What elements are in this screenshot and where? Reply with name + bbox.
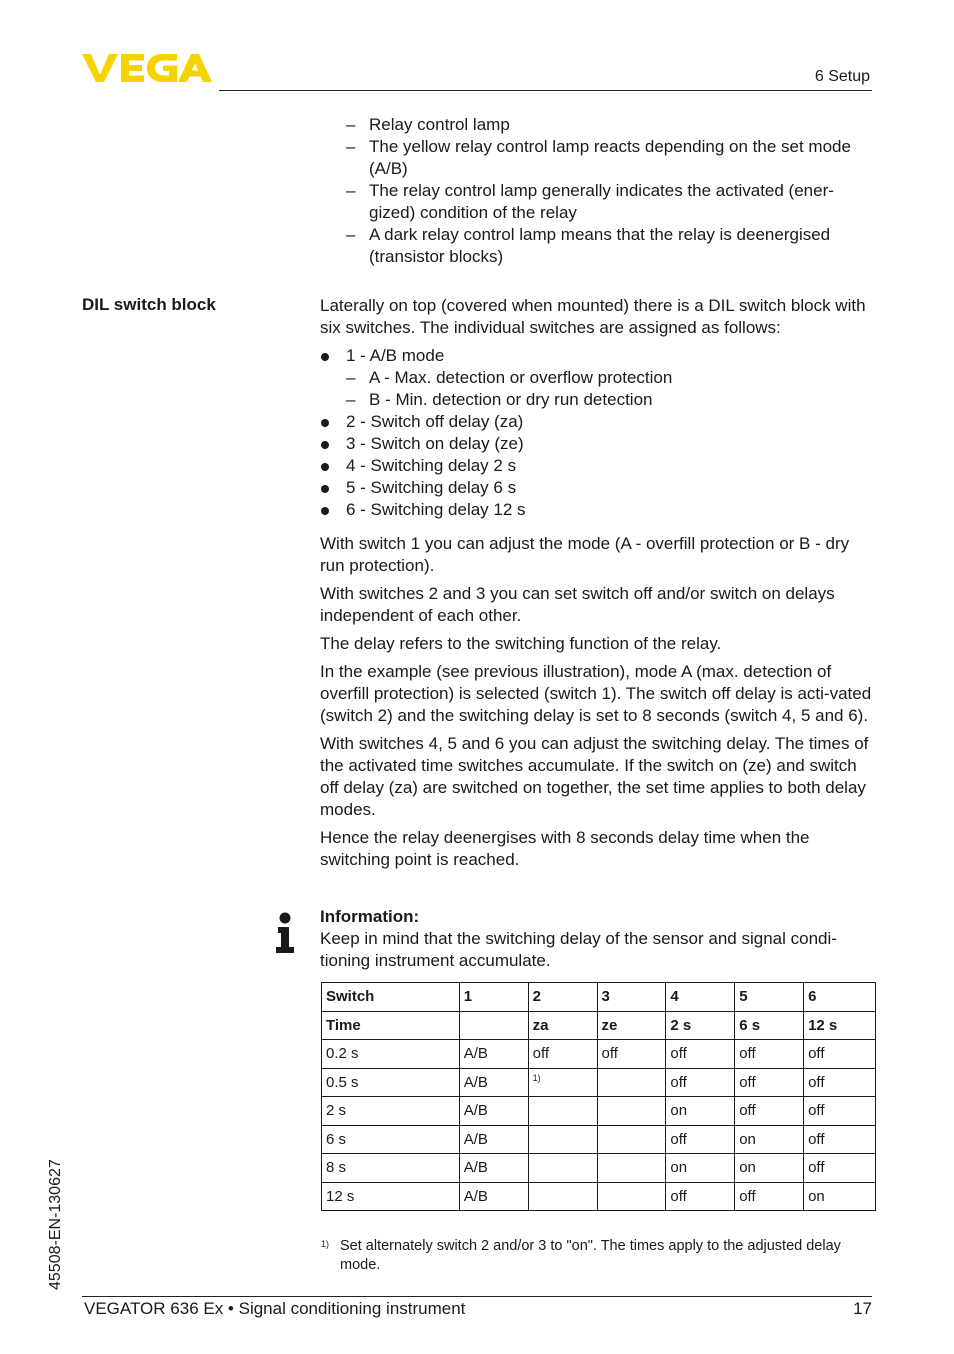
table-row bbox=[322, 1097, 876, 1126]
table-cell bbox=[528, 1068, 597, 1097]
table-cell: off bbox=[735, 1040, 804, 1069]
table-cell: off bbox=[735, 1097, 804, 1126]
table-cell: 0.2 s bbox=[322, 1040, 460, 1069]
table-cell: on bbox=[666, 1097, 735, 1126]
list-item: 5 - Switching delay 6 s bbox=[320, 477, 876, 499]
table-row bbox=[322, 1182, 876, 1211]
dil-intro: Laterally on top (covered when mounted) there is a DIL switch block with six switches. The individual switches are assigned as follows: bbox=[320, 296, 866, 337]
dil-switch-section bbox=[320, 295, 876, 521]
table-cell: 6 s bbox=[735, 1011, 804, 1040]
table-cell bbox=[528, 1182, 597, 1211]
table-row bbox=[322, 1040, 876, 1069]
information-title: Information: bbox=[320, 907, 420, 926]
table-cell: off bbox=[666, 1068, 735, 1097]
table-cell: Time bbox=[322, 1011, 460, 1040]
table-cell: 12 s bbox=[322, 1182, 460, 1211]
table-cell: off bbox=[804, 1125, 876, 1154]
table-cell: A/B bbox=[459, 1068, 528, 1097]
list-item: 4 - Switching delay 2 s bbox=[320, 455, 876, 477]
table-row bbox=[322, 1068, 876, 1097]
table-cell: A/B bbox=[459, 1097, 528, 1126]
table-cell: off bbox=[528, 1040, 597, 1069]
table-cell: 2 bbox=[528, 983, 597, 1012]
list-item: 2 - Switch off delay (za) bbox=[320, 411, 876, 433]
table-cell: 5 bbox=[735, 983, 804, 1012]
table-cell: 4 bbox=[666, 983, 735, 1012]
vega-logo bbox=[82, 52, 212, 84]
table-cell bbox=[459, 1011, 528, 1040]
table-cell: off bbox=[735, 1182, 804, 1211]
table-cell: 6 bbox=[804, 983, 876, 1012]
table-cell: 1 bbox=[459, 983, 528, 1012]
table-cell: A/B bbox=[459, 1154, 528, 1183]
list-item: – The yellow relay control lamp reacts depending on the set mode (A/B) bbox=[320, 136, 876, 180]
paragraph: With switch 1 you can adjust the mode (A - overfill protection or B - dry run protection). bbox=[320, 534, 850, 575]
header-section-title: 6 Setup bbox=[814, 68, 870, 85]
table-cell bbox=[597, 1068, 666, 1097]
table-row bbox=[322, 1125, 876, 1154]
list-item: – A dark relay control lamp means that the relay is deenergised (transistor blocks) bbox=[320, 224, 876, 268]
table-cell: on bbox=[735, 1154, 804, 1183]
table-cell: ze bbox=[597, 1011, 666, 1040]
list-item: 3 - Switch on delay (ze) bbox=[320, 433, 876, 455]
table-cell bbox=[597, 1097, 666, 1126]
list-item: – A - Max. detection or overflow protection bbox=[320, 367, 876, 389]
table-cell: off bbox=[666, 1182, 735, 1211]
table-cell bbox=[528, 1097, 597, 1126]
table-cell: 2 s bbox=[666, 1011, 735, 1040]
footer-divider bbox=[82, 1296, 872, 1297]
information-note bbox=[320, 906, 876, 972]
dil-description bbox=[320, 533, 876, 877]
dil-switch-heading: DIL switch block bbox=[82, 295, 216, 314]
list-item: 6 - Switching delay 12 s bbox=[320, 499, 876, 521]
table-cell bbox=[528, 1125, 597, 1154]
table-cell: off bbox=[804, 1040, 876, 1069]
table-cell: 2 s bbox=[322, 1097, 460, 1126]
table-cell: 0.5 s bbox=[322, 1068, 460, 1097]
table-cell: za bbox=[528, 1011, 597, 1040]
list-item: 1 - A/B mode bbox=[320, 345, 876, 367]
paragraph: In the example (see previous illustration), mode A (max. detection of overfill protection) is selected (switch 1). The switch off delay is acti-vated (switch 2) and the switching delay is set to 8 seconds (switch 4, 5 and 6). bbox=[320, 662, 872, 725]
table-cell: 3 bbox=[597, 983, 666, 1012]
switch-table bbox=[321, 982, 876, 1211]
footnote-text: Set alternately switch 2 and/or 3 to "on". The times apply to the adjusted delay mode. bbox=[340, 1238, 841, 1273]
list-item: – Relay control lamp bbox=[320, 114, 876, 136]
information-icon bbox=[275, 912, 295, 954]
table-cell: off bbox=[666, 1040, 735, 1069]
table-cell bbox=[597, 1125, 666, 1154]
page-number: 17 bbox=[853, 1299, 872, 1318]
paragraph: With switches 2 and 3 you can set switch off and/or switch on delays independent of each other. bbox=[320, 584, 835, 625]
table-cell bbox=[597, 1154, 666, 1183]
table-row bbox=[322, 1154, 876, 1183]
footnote-mark: 1) bbox=[321, 1239, 330, 1249]
paragraph: Hence the relay deenergises with 8 seconds delay time when the switching point is reached. bbox=[320, 828, 810, 869]
table-cell: A/B bbox=[459, 1040, 528, 1069]
footnote-reference: 1) bbox=[532, 1073, 541, 1084]
table-cell: 12 s bbox=[804, 1011, 876, 1040]
paragraph: With switches 4, 5 and 6 you can adjust the switching delay. The times of the activated time switches accumulate. If the switch on (ze) and switch off delay (za) are switched on together, the set time applies to both delay modes. bbox=[320, 734, 869, 819]
table-row bbox=[322, 983, 876, 1012]
table-cell: off bbox=[735, 1068, 804, 1097]
table-cell: A/B bbox=[459, 1182, 528, 1211]
table-cell: 6 s bbox=[322, 1125, 460, 1154]
table-cell: on bbox=[666, 1154, 735, 1183]
list-item: – The relay control lamp generally indicates the activated (ener-gized) condition of the relay bbox=[320, 180, 876, 224]
table-cell: on bbox=[735, 1125, 804, 1154]
table-cell: 8 s bbox=[322, 1154, 460, 1183]
table-cell: off bbox=[666, 1125, 735, 1154]
footer-product: VEGATOR 636 Ex • Signal conditioning instrument bbox=[84, 1299, 466, 1318]
table-cell: Switch bbox=[322, 983, 460, 1012]
table-cell: A/B bbox=[459, 1125, 528, 1154]
document-number: 45508-EN-130627 bbox=[47, 1159, 64, 1290]
list-item: – B - Min. detection or dry run detection bbox=[320, 389, 876, 411]
header-divider bbox=[219, 90, 872, 91]
table-cell: on bbox=[804, 1182, 876, 1211]
paragraph: The delay refers to the switching function of the relay. bbox=[320, 634, 722, 653]
relay-lamp-list bbox=[320, 114, 876, 268]
table-row bbox=[322, 1011, 876, 1040]
table-cell: off bbox=[804, 1154, 876, 1183]
table-cell bbox=[597, 1182, 666, 1211]
table-cell: off bbox=[804, 1097, 876, 1126]
table-cell: off bbox=[804, 1068, 876, 1097]
table-cell bbox=[528, 1154, 597, 1183]
information-text: Keep in mind that the switching delay of the sensor and signal condi-tioning instrument accumulate. bbox=[320, 929, 837, 970]
table-cell: off bbox=[597, 1040, 666, 1069]
